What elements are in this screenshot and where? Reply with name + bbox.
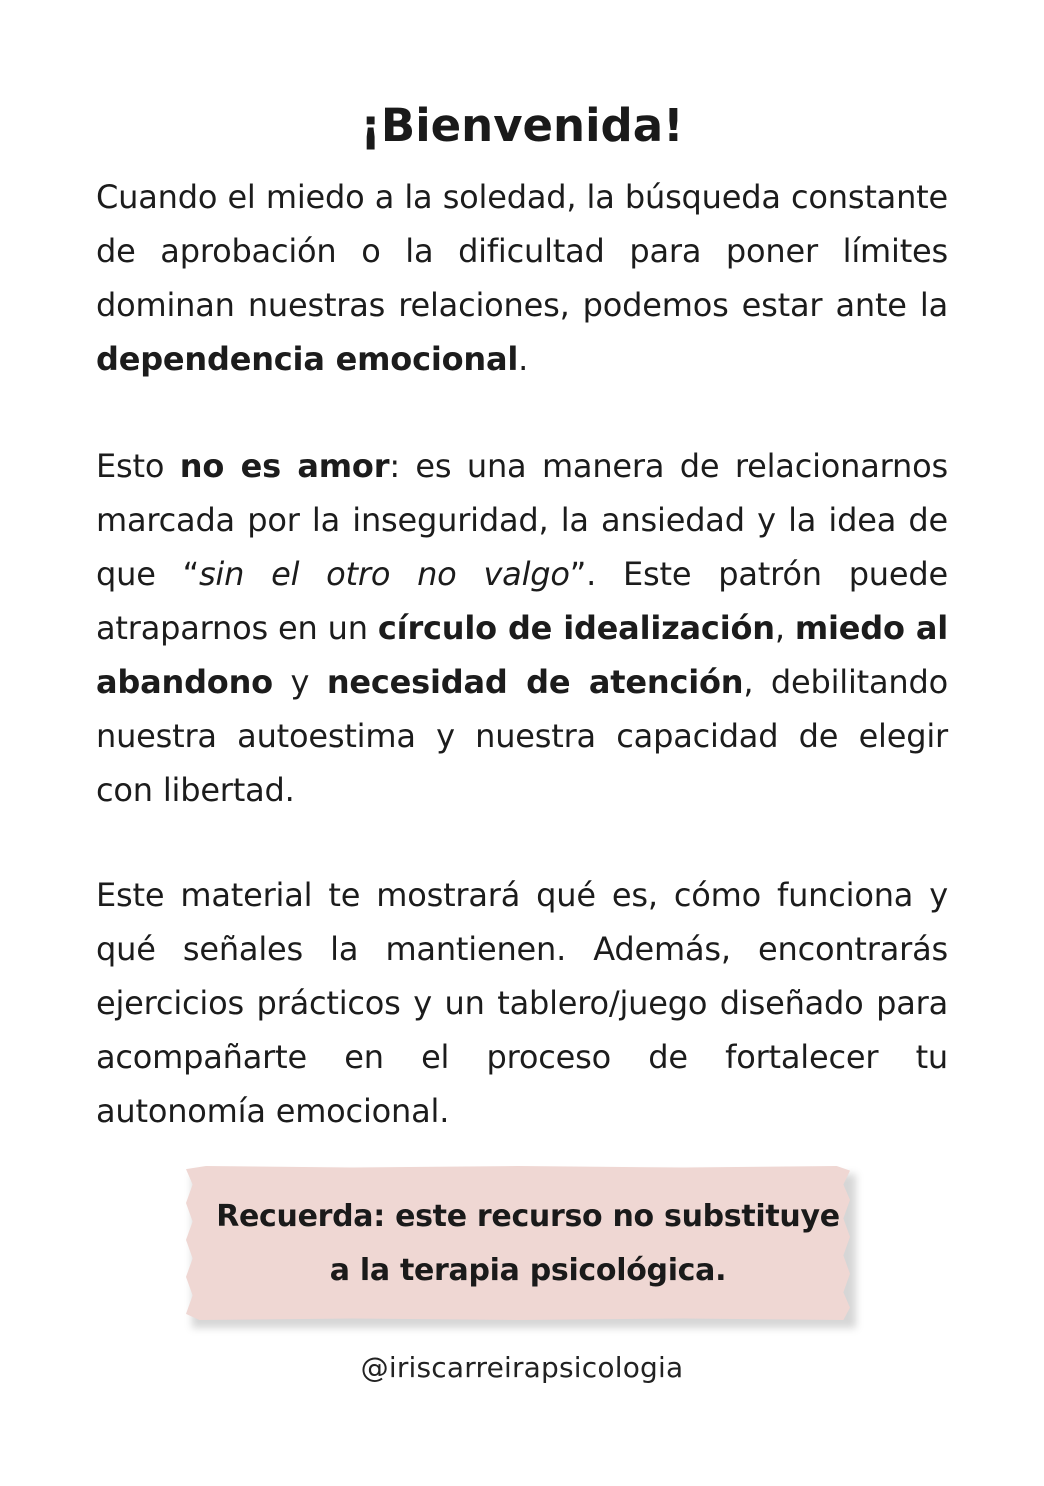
paragraph-text: ”. Este patrón puede atraparnos en un (96, 555, 948, 647)
paragraph-text: , debilitando nuestra autoestima y nuestra capacidad de elegir con libertad. (96, 663, 948, 809)
italic-quote: sin el otro no valgo (198, 555, 570, 593)
reminder-line-1: Recuerda: este recurso no substituye (216, 1199, 840, 1234)
definition-paragraph (96, 439, 948, 817)
material-paragraph: Este material te mostrará qué es, cómo funciona y qué señales la mantienen. Además, encontrarás ejercicios prácticos y un tablero/juego diseñado para acompañarte en el proceso de fortalecer tu autonomía emocional. (96, 876, 948, 1130)
paragraph-text: Cuando el miedo a la soledad, la búsqueda constante de aprobación o la dificultad para poner límites dominan nuestras relaciones, podemos estar ante la (96, 178, 948, 324)
paragraph-text: : es una manera de relacionarnos marcada por la inseguridad, la ansiedad y la idea de que “ (96, 447, 948, 593)
bold-term-idealizacion: círculo de idealización (377, 609, 775, 647)
bold-term-necesidad-atencion: necesidad de atención (326, 663, 744, 701)
reminder-line-2: a la terapia psicológica. (329, 1253, 727, 1288)
paragraph-text: , (774, 609, 795, 647)
intro-paragraph (96, 170, 948, 386)
reminder-text (186, 1190, 870, 1298)
reminder-note (186, 1166, 856, 1326)
paragraph-text: Esto (96, 447, 180, 485)
page-title: ¡Bienvenida! (360, 99, 684, 152)
social-handle: @iriscarreirapsicologia (360, 1351, 684, 1384)
paragraph-text: y (272, 663, 327, 701)
paragraph-text: . (518, 340, 529, 378)
bold-term-no-es-amor: no es amor (179, 447, 390, 485)
bold-term-dependencia: dependencia emocional (96, 340, 519, 378)
bold-term-miedo-abandono: miedo al abandono (96, 609, 948, 701)
